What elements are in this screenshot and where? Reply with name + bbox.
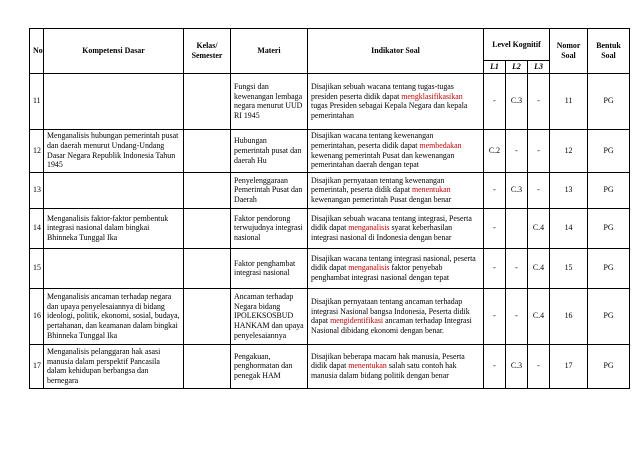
kompetensi-dasar-cell: Menganalisis hubungan pemerintah pusat dan daerah menurut Undang-Undang Dasar Negara Republik Indonesia Tahun 1945 — [44, 129, 184, 172]
level-l3-cell: - — [528, 73, 550, 129]
level-l1-cell: - — [484, 288, 506, 344]
level-l2-cell: - — [506, 288, 528, 344]
indikator-text: Disajikan sebuah wacana tentang integrasi, Peserta didik dapat — [311, 213, 472, 233]
kompetensi-dasar-cell — [44, 248, 184, 288]
nomor-soal-cell: 16 — [550, 288, 588, 344]
indikator-keyword: menganalisis — [348, 263, 390, 273]
level-l2-cell — [506, 208, 528, 248]
kompetensi-dasar-cell: Menganalisis ancaman terhadap negara dan upaya penyelesaiannya di bidang ideologi, politik, ekonomi, sosial, budaya, pertahanan, dan keamanan dalam bingkai Bhinneka Tunggal Ika — [44, 288, 184, 344]
indikator-soal-cell — [308, 208, 484, 248]
indikator-text: salah satu contoh hak manusia dalam bidang politik dengan benar — [311, 361, 457, 381]
row-number: 16 — [30, 288, 44, 344]
indikator-soal-cell — [308, 129, 484, 172]
indikator-soal-cell — [308, 248, 484, 288]
header-indikator-soal: Indikator Soal — [308, 29, 484, 74]
header-l1: L1 — [484, 61, 506, 74]
level-l2-cell: C.3 — [506, 344, 528, 388]
row-number: 11 — [30, 73, 44, 129]
row-number: 14 — [30, 208, 44, 248]
level-l3-cell: C.4 — [528, 288, 550, 344]
header-l2: L2 — [506, 61, 528, 74]
table-row — [30, 208, 630, 248]
indikator-text: syarat keberhasilan integrasi nasional di Indonesia dengan benar — [311, 223, 453, 243]
nomor-soal-cell: 15 — [550, 248, 588, 288]
level-l2-cell: C.3 — [506, 73, 528, 129]
kelas-semester-cell — [184, 208, 231, 248]
materi-cell: Hubungan pemerintah pusat dan daerah Hu — [231, 129, 308, 172]
bentuk-soal-cell: PG — [588, 288, 630, 344]
nomor-soal-cell: 14 — [550, 208, 588, 248]
indikator-text: Disajikan pernyataan tentang ancaman terhadap integrasi Nasional bangsa Indonesia, Peserta didik dapat — [311, 296, 470, 326]
nomor-soal-cell: 13 — [550, 172, 588, 208]
header-kelas-semester: Kelas/ Semester — [184, 29, 231, 74]
level-l3-cell: - — [528, 172, 550, 208]
indikator-text: Disajikan beberapa macam hak manusia, Peserta didik dapat — [311, 351, 465, 371]
kompetensi-dasar-cell — [44, 172, 184, 208]
materi-cell: Penyelenggaraan Pemerintah Pusat dan Daerah — [231, 172, 308, 208]
level-l1-cell: - — [484, 248, 506, 288]
indikator-soal-cell — [308, 73, 484, 129]
level-l1-cell: - — [484, 344, 506, 388]
indikator-text: Disajikan pernyataan tentang kewenangan pemerintah, peserta didik dapat — [311, 175, 445, 195]
materi-cell: Ancaman terhadap Negara bidang IPOLEKSOSBUD HANKAM dan upaya penyelesaiannya — [231, 288, 308, 344]
kompetensi-dasar-cell: Menganalisis faktor-faktor pembentuk integrasi nasional dalam bingkai Bhinneka Tunggal Ika — [44, 208, 184, 248]
table-row — [30, 129, 630, 172]
indikator-text: Disajikan wacana tentang integrasi nasional, peserta didik dapat — [311, 253, 476, 273]
level-l3-cell: C.4 — [528, 208, 550, 248]
materi-cell: Faktor penghambat integrasi nasional — [231, 248, 308, 288]
kelas-semester-cell — [184, 288, 231, 344]
table-row — [30, 172, 630, 208]
nomor-soal-cell: 12 — [550, 129, 588, 172]
bentuk-soal-cell: PG — [588, 129, 630, 172]
indikator-soal-cell — [308, 172, 484, 208]
indikator-soal-cell — [308, 344, 484, 388]
indikator-text: ancaman terhadap Integrasi Nasional dibidang ekonomi dengan benar. — [311, 316, 472, 335]
header-bentuk-soal: Bentuk Soal — [588, 29, 630, 74]
level-l1-cell: - — [484, 73, 506, 129]
indikator-keyword: membedakan — [419, 141, 462, 150]
nomor-soal-cell: 11 — [550, 73, 588, 129]
table-row — [30, 344, 630, 388]
level-l1-cell: C.2 — [484, 129, 506, 172]
kisi-kisi-table — [29, 28, 630, 389]
indikator-keyword: mengklasifikasikan — [401, 91, 463, 101]
level-l1-cell: - — [484, 208, 506, 248]
indikator-text: kewenang pemerintah Pusat dan kewenangan pemerintahan daerah dengan tepat — [311, 150, 455, 170]
indikator-keyword: menganalisis — [348, 223, 390, 233]
indikator-text: faktor penyebab penghambat integrasi nasional dengan tepat — [311, 263, 450, 283]
table-row — [30, 288, 630, 344]
level-l3-cell: - — [528, 344, 550, 388]
kelas-semester-cell — [184, 172, 231, 208]
kelas-semester-cell — [184, 73, 231, 129]
table-row — [30, 248, 630, 288]
indikator-text: kewenangan pemerintah Pusat dengan benar — [311, 195, 452, 205]
row-number: 13 — [30, 172, 44, 208]
kelas-semester-cell — [184, 248, 231, 288]
materi-cell: Fungsi dan kewenangan lembaga negara menurut UUD RI 1945 — [231, 73, 308, 129]
row-number: 12 — [30, 129, 44, 172]
kompetensi-dasar-cell — [44, 73, 184, 129]
indikator-text: tugas Presiden sebagai Kepala Negara dan kepala pemerintahan — [311, 101, 468, 120]
level-l2-cell: - — [506, 248, 528, 288]
header-level-kognitif: Level Kognitif — [484, 29, 550, 61]
indikator-keyword: mengidentifikasi — [330, 316, 384, 326]
materi-cell: Faktor pendorong terwujudnya integrasi nasional — [231, 208, 308, 248]
nomor-soal-cell: 17 — [550, 344, 588, 388]
level-l3-cell: C.4 — [528, 248, 550, 288]
level-l2-cell: - — [506, 129, 528, 172]
header-l3: L3 — [528, 61, 550, 74]
table-row — [30, 73, 630, 129]
header-materi: Materi — [231, 29, 308, 74]
indikator-keyword: menentukan — [412, 185, 451, 195]
bentuk-soal-cell: PG — [588, 344, 630, 388]
header-nomor-soal: Nomor Soal — [550, 29, 588, 74]
indikator-text: Disajikan sebuah wacana tentang tugas-tugas presiden peserta didik dapat — [311, 81, 454, 101]
kelas-semester-cell — [184, 129, 231, 172]
indikator-keyword: menentukan — [348, 361, 387, 371]
kelas-semester-cell — [184, 344, 231, 388]
bentuk-soal-cell: PG — [588, 248, 630, 288]
bentuk-soal-cell: PG — [588, 208, 630, 248]
header-kompetensi-dasar: Kompetensi Dasar — [44, 29, 184, 74]
level-l3-cell: - — [528, 129, 550, 172]
level-l1-cell: - — [484, 172, 506, 208]
row-number: 17 — [30, 344, 44, 388]
header-no: No — [30, 29, 44, 74]
indikator-text: Disajikan wacana tentang kewenangan pemerintahan, peserta didik dapat — [311, 131, 434, 150]
level-l2-cell: C.3 — [506, 172, 528, 208]
indikator-soal-cell — [308, 288, 484, 344]
bentuk-soal-cell: PG — [588, 172, 630, 208]
materi-cell: Pengakuan, penghormatan dan penegak HAM — [231, 344, 308, 388]
kompetensi-dasar-cell: Menganalisis pelanggaran hak asasi manusia dalam perspektif Pancasila dalam kehidupan berbangsa dan bernegara — [44, 344, 184, 388]
bentuk-soal-cell: PG — [588, 73, 630, 129]
row-number: 15 — [30, 248, 44, 288]
